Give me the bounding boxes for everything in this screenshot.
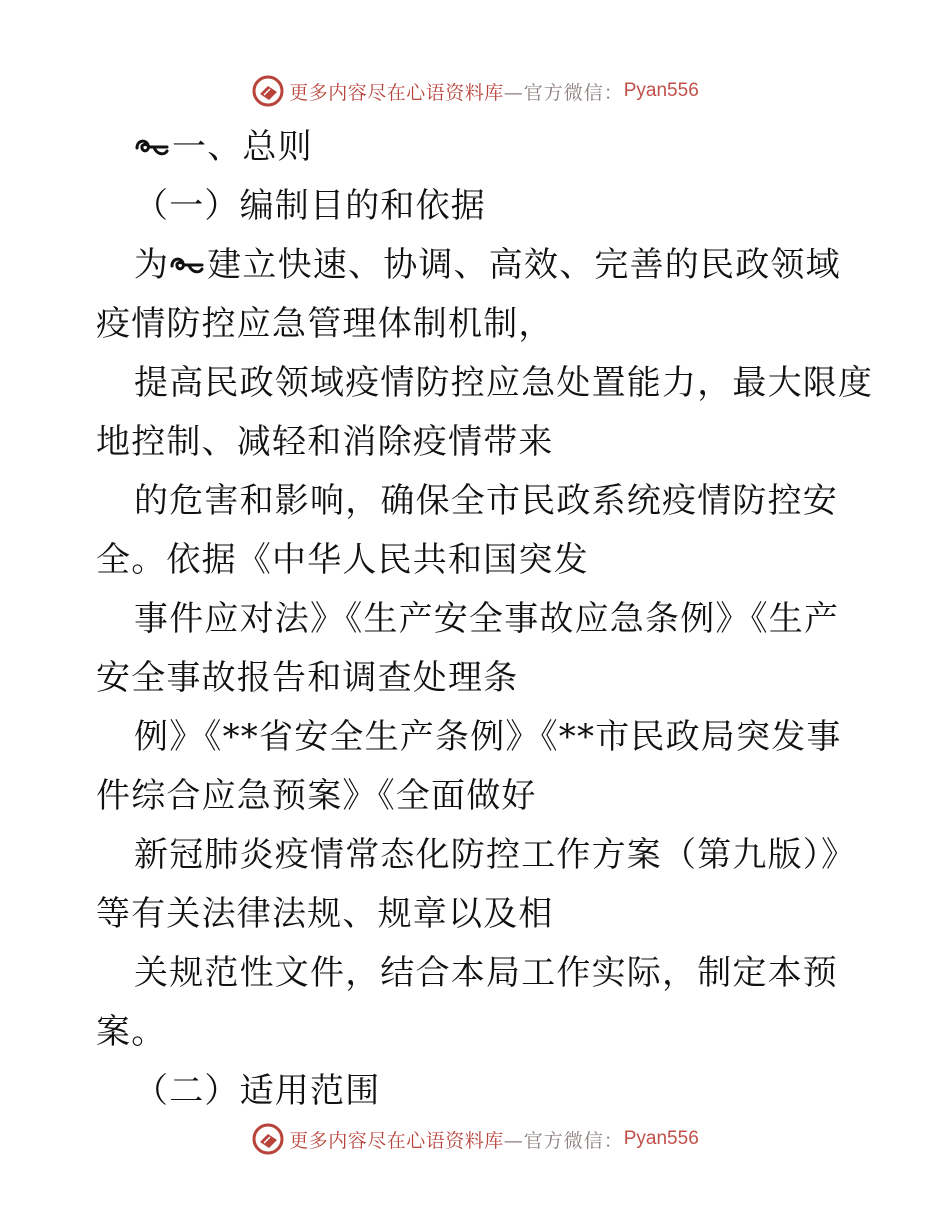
paragraph-line: 件综合应急预案》《全面做好 [96,776,537,816]
header-banner [0,71,950,111]
paragraph-line: 例》《**省安全生产条例》《**市民政局突发事 [134,717,842,757]
circular-book-logo-icon [251,74,285,108]
section-heading-text: 一、总则 [172,127,313,167]
sub-heading-scope: （二）适用范围 [134,1071,381,1111]
paragraph-line: 案。 [96,1012,167,1052]
paragraph-line: 地控制、减轻和消除疫情带来 [96,422,554,462]
swirl-ornament-icon [169,252,205,278]
footer-banner [0,1119,950,1159]
circular-book-logo-icon [251,1122,285,1156]
paragraph-line: 提高民政领域疫情防控应急处置能力，最大限度 [134,363,874,403]
sub-heading-purpose: （一）编制目的和依据 [134,186,486,226]
swirl-ornament-icon [134,134,170,160]
paragraph-line: 的危害和影响，确保全市民政系统疫情防控安 [134,481,838,521]
paragraph-line-prefix: 为 [134,245,170,285]
paragraph-line: 新冠肺炎疫情常态化防控工作方案（第九版）》 [134,835,857,875]
paragraph-line: 安全事故报告和调查处理条 [96,658,519,698]
paragraph-line: 关规范性文件，结合本局工作实际，制定本预 [134,953,838,993]
paragraph-line: 全。依据《中华人民共和国突发 [96,540,589,580]
paragraph-line: 事件应对法》《生产安全事故应急条例》《生产 [134,599,840,639]
paragraph-line [134,245,950,285]
paragraph-line: 等有关法律法规、规章以及相 [96,894,554,934]
paragraph-line-text: 建立快速、协调、高效、完善的民政领域 [207,245,841,285]
banner-wechat-id: Pyan556 [623,1128,699,1149]
banner-site-text: 更多内容尽在心语资料库 [289,81,504,104]
banner-dash-text: —官方微信： [503,81,624,104]
banner-wechat-id: Pyan556 [623,80,699,101]
paragraph-line: 疫情防控应急管理体制机制， [96,304,554,344]
banner-dash-text: —官方微信： [503,1129,624,1152]
section-heading [134,127,950,167]
banner-site-text: 更多内容尽在心语资料库 [289,1129,504,1152]
